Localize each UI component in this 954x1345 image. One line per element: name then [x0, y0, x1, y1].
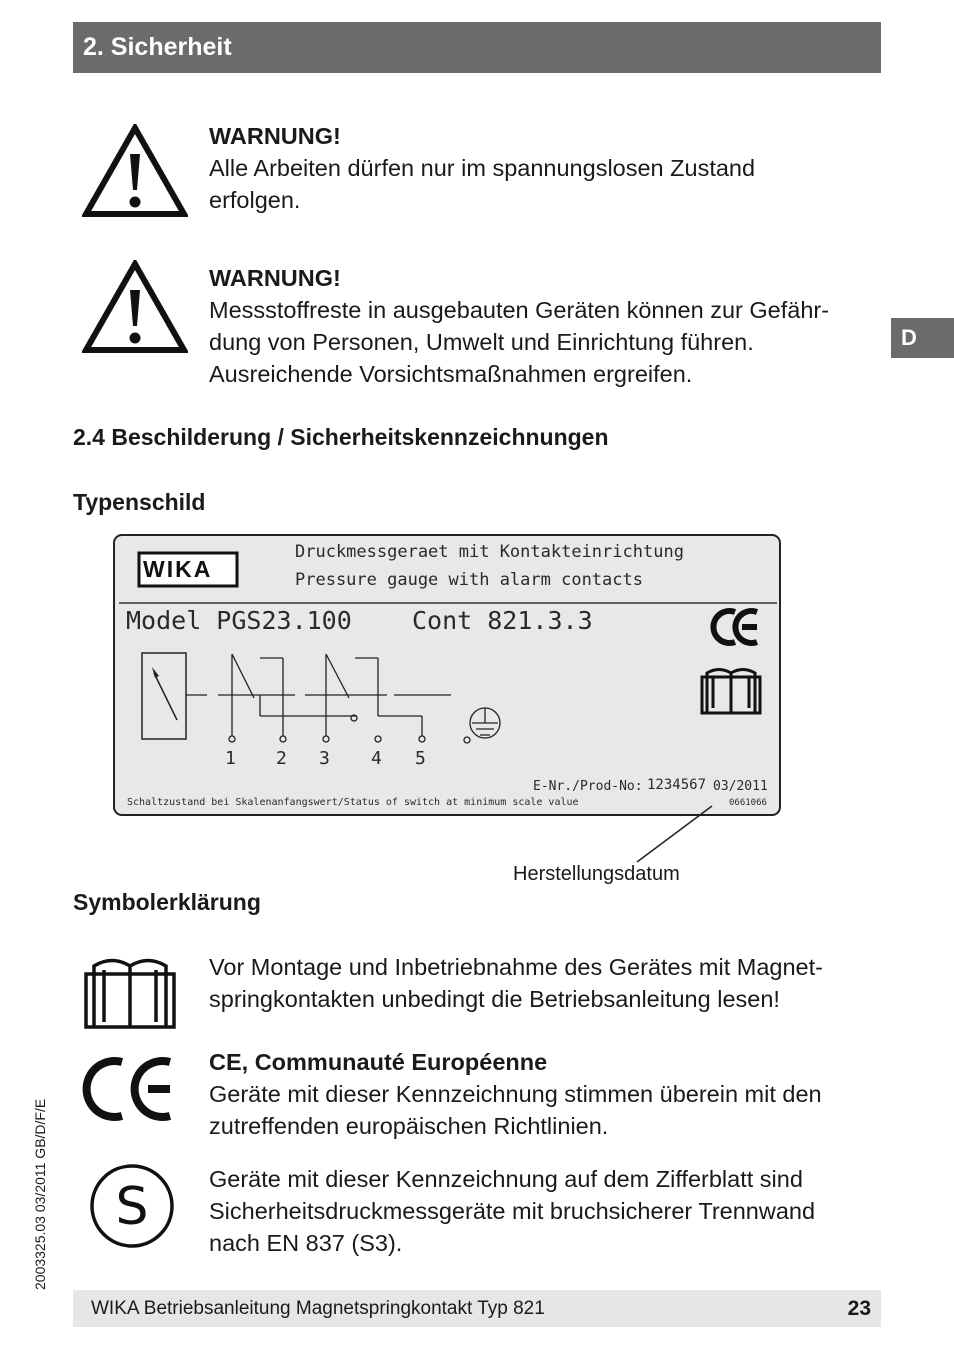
symbol-line: zutreffenden europäischen Richtlinien.	[209, 1113, 609, 1139]
ce-mark-icon	[82, 1053, 178, 1125]
plate-cont: Cont 821.3.3	[412, 606, 593, 635]
wika-logo: WIKA	[143, 556, 213, 582]
symbol-line: nach EN 837 (S3).	[209, 1230, 403, 1256]
symbol-desc-ce	[209, 1046, 889, 1142]
terminal-label: 5	[415, 748, 426, 769]
manufacture-date: 03/2011	[713, 779, 768, 794]
ce-mark-icon	[713, 611, 757, 643]
manual-book-icon	[82, 950, 178, 1032]
manual-book-icon	[702, 670, 760, 714]
warning-block-2	[209, 262, 889, 390]
switch-note: Schaltzustand bei Skalenanfangswert/Status of switch at minimum scale value	[127, 797, 579, 808]
s-circle-icon	[88, 1162, 176, 1250]
symbol-desc-s	[209, 1163, 889, 1259]
warning-line: dung von Personen, Umwelt und Einrichtung führen.	[209, 329, 754, 355]
warning-block-1	[209, 120, 889, 216]
gauge-symbol	[142, 653, 186, 739]
symbol-line: Geräte mit dieser Kennzeichnung stimmen überein mit den	[209, 1081, 822, 1107]
herstellungsdatum-label: Herstellungsdatum	[513, 863, 680, 885]
warning-title: WARNUNG!	[209, 265, 341, 291]
warning-line: Alle Arbeiten dürfen nur im spannungslosen Zustand	[209, 155, 756, 181]
terminal-label: 3	[319, 748, 330, 769]
warning-triangle-icon	[82, 260, 188, 354]
warning-line: erfolgen.	[209, 187, 301, 213]
warning-triangle-icon	[82, 124, 188, 218]
terminal-label: 2	[276, 748, 287, 769]
svg-text:S: S	[115, 1177, 149, 1237]
terminal-label: 4	[371, 748, 382, 769]
language-tab: D	[891, 318, 954, 358]
contact-circuit	[186, 654, 500, 743]
plate-desc-de: Druckmessgeraet mit Kontakteinrichtung	[295, 542, 684, 562]
page-number: 23	[847, 1296, 871, 1320]
plate-desc-en: Pressure gauge with alarm contacts	[295, 570, 643, 590]
section-title: 2.4 Beschilderung / Sicherheitskennzeichnungen	[73, 424, 609, 450]
symbol-line: springkontakten unbedingt die Betriebsanleitung lesen!	[209, 986, 780, 1012]
enr-value: 1234567	[647, 777, 707, 793]
plate-number: 0661066	[729, 798, 767, 808]
warning-title: WARNUNG!	[209, 123, 341, 149]
footer	[73, 1290, 881, 1327]
document-code: 2003325.03 03/2011 GB/D/F/E	[32, 1098, 48, 1290]
type-plate	[113, 534, 781, 816]
symbol-line: Geräte mit dieser Kennzeichnung auf dem Zifferblatt sind	[209, 1166, 803, 1192]
warning-line: Ausreichende Vorsichtsmaßnahmen ergreifen.	[209, 361, 693, 387]
warning-line: Messstoffreste in ausgebauten Geräten können zur Gefähr-	[209, 297, 830, 323]
terminal-label: 1	[225, 748, 236, 769]
symbol-line: Vor Montage und Inbetriebnahme des Gerätes mit Magnet-	[209, 954, 823, 980]
symbols-heading: Symbolerklärung	[73, 889, 261, 915]
footer-text: WIKA Betriebsanleitung Magnetspringkontakt Typ 821	[91, 1297, 545, 1319]
symbol-line: Sicherheitsdruckmessgeräte mit bruchsicherer Trennwand	[209, 1198, 816, 1224]
section-header: 2. Sicherheit	[73, 22, 881, 73]
symbol-desc-manual	[209, 951, 889, 1015]
typenschild-heading: Typenschild	[73, 489, 206, 515]
plate-model: Model PGS23.100	[126, 606, 352, 635]
enr-label: E-Nr./Prod-No:	[533, 779, 643, 794]
symbol-title: CE, Communauté Européenne	[209, 1049, 548, 1075]
